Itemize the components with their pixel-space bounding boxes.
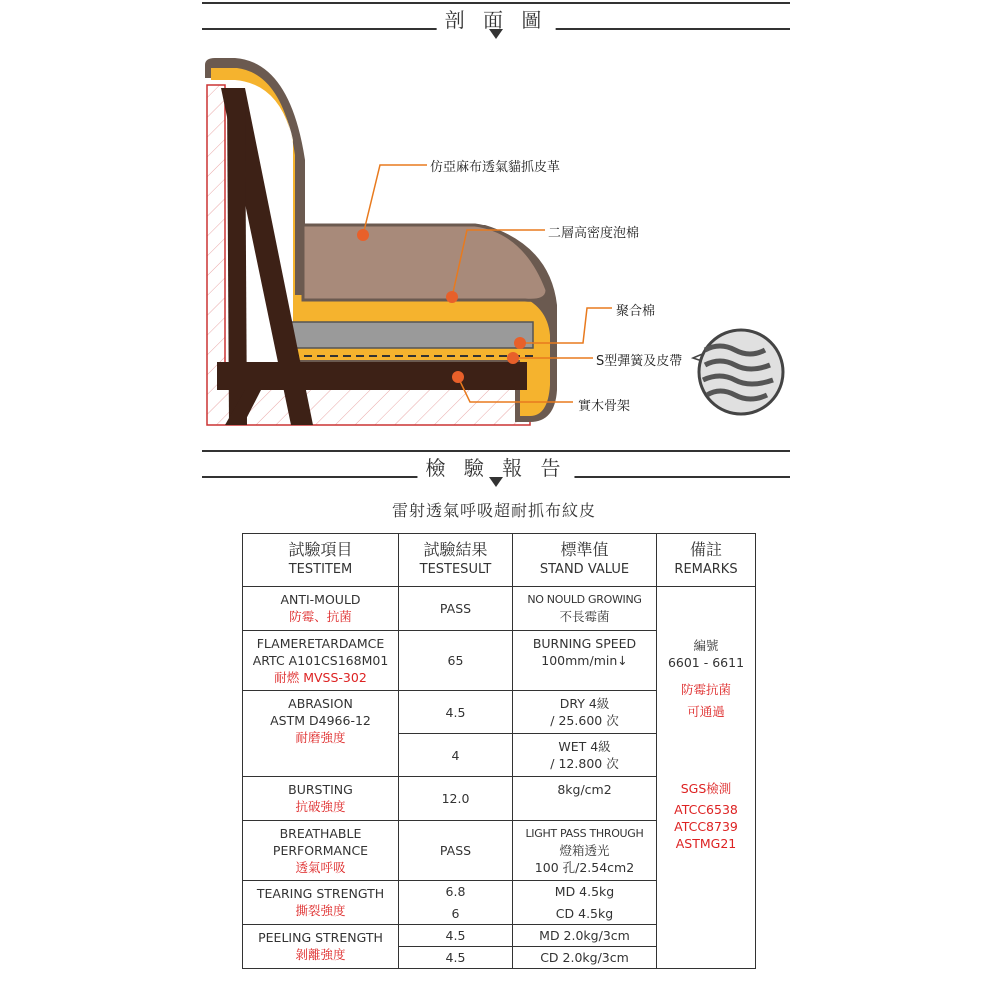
standard-cell: NO NOULD GROWING 不長霉菌 [513, 587, 657, 631]
item-cell: ANTI-MOULD 防霉、抗菌 [243, 587, 399, 631]
result-cell: 4.5 [399, 947, 513, 969]
report-subtitle: 雷射透氣呼吸超耐抓布紋皮 [391, 501, 596, 520]
spring-detail-icon [693, 330, 783, 414]
item-cell: FLAMERETARDAMCE ARTC A101CS168M01 耐燃 MVSS-302 [243, 631, 399, 691]
item-cell: ABRASION ASTM D4966-12 耐磨強度 [243, 691, 399, 777]
label-poly-cotton: 聚合棉 [616, 304, 656, 319]
standard-cell: CD 2.0kg/3cm [513, 947, 657, 969]
table-header-row [243, 534, 756, 587]
result-cell: 12.0 [399, 777, 513, 821]
result-cell: 4.5 [399, 691, 513, 734]
result-cell: 6 [399, 903, 513, 925]
result-cell: PASS [399, 821, 513, 881]
result-cell: 65 [399, 631, 513, 691]
section-title: 剖 面 圖 [437, 4, 556, 33]
item-cell: BURSTING 抗破強度 [243, 777, 399, 821]
label-leather: 仿亞麻布透氣貓抓皮革 [430, 160, 561, 175]
header-standard-value: 標準值 STAND VALUE [513, 534, 657, 587]
result-cell: 4 [399, 734, 513, 777]
standard-cell: MD 4.5kg [513, 881, 657, 903]
item-cell: PEELING STRENGTH 剝離強度 [243, 925, 399, 969]
header-test-result: 試驗結果 TESTESULT [399, 534, 513, 587]
standard-cell: 8kg/cm2 [513, 777, 657, 821]
standard-cell: WET 4級 / 12.800 次 [513, 734, 657, 777]
header-remarks: 備註 REMARKS [657, 534, 756, 587]
standard-cell: MD 2.0kg/3cm [513, 925, 657, 947]
header-test-item: 試驗項目 TESTITEM [243, 534, 399, 587]
sofa-cross-section-diagram [195, 50, 795, 435]
down-arrow-icon [489, 477, 503, 487]
down-arrow-icon [489, 29, 503, 39]
standard-cell: LIGHT PASS THROUGH 燈箱透光 100 孔/2.54cm2 [513, 821, 657, 881]
table-row [243, 587, 756, 631]
standard-cell: CD 4.5kg [513, 903, 657, 925]
section-header-cross-section [202, 2, 790, 32]
section-title: 檢 驗 報 告 [417, 452, 574, 481]
label-foam: 二層高密度泡棉 [548, 226, 640, 241]
label-wood-frame: 實木骨架 [578, 399, 631, 414]
standard-cell: DRY 4級 / 25.600 次 [513, 691, 657, 734]
item-cell: BREATHABLE PERFORMANCE 透氣呼吸 [243, 821, 399, 881]
test-report-table [242, 533, 756, 969]
item-cell: TEARING STRENGTH 撕裂強度 [243, 881, 399, 925]
standard-cell: BURNING SPEED 100mm/min↓ [513, 631, 657, 691]
label-spring: S型彈簧及皮帶 [596, 354, 683, 369]
section-header-test-report [202, 450, 790, 480]
result-cell: 4.5 [399, 925, 513, 947]
result-cell: 6.8 [399, 881, 513, 903]
remarks-cell: 編號 6601 - 6611 防霉抗菌 可通過 SGS檢測 ATCC6538 ATCC8739 ASTMG21 [657, 587, 756, 969]
result-cell: PASS [399, 587, 513, 631]
